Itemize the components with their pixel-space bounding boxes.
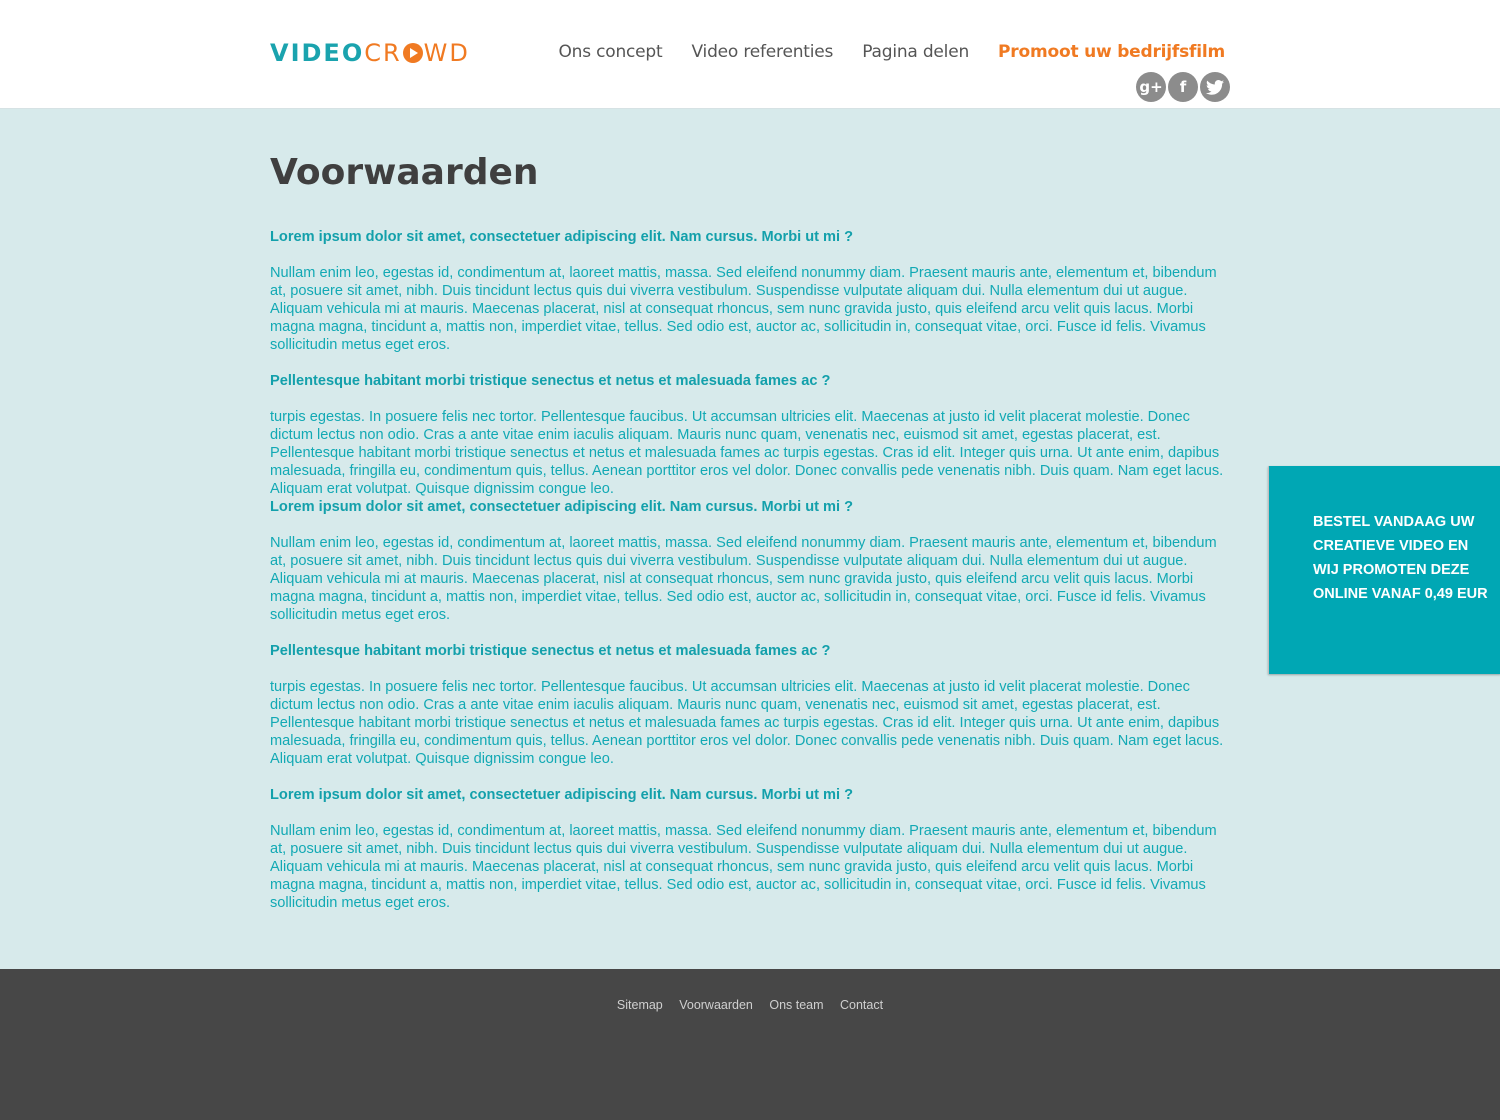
site-header [0,0,1500,109]
terms-question: Lorem ipsum dolor sit amet, consectetuer adipiscing elit. Nam cursus. Morbi ut mi ? [270,787,854,803]
terms-paragraph: Nullam enim leo, egestas id, condimentum at, laoreet mattis, massa. Sed eleifend nonummy diam. Praesent mauris ante, elementum et, bibendum at, posuere sit amet, nibh. Duis tincidunt lectus quis dui viverra vestibulum. Suspendisse vulputate aliquam dui. Nulla elementum dui ut augue. Aliquam vehicula mi at mauris. Maecenas placerat, nisl at consequat rhoncus, sem nunc gravida justo, quis eleifend arcu velit quis lacus. Morbi magna magna, tincidunt a, mattis non, imperdiet vitae, tellus. Sed odio est, auctor ac, sollicitudin in, consequat vitae, orci. Fusce id felis. Vivamus sollicitudin metus eget eros. [270,823,1217,911]
terms-question: Pellentesque habitant morbi tristique senectus et netus et malesuada fames ac ? [270,643,831,659]
nav-item-promoot-uw-bedrijfsfilm[interactable]: Promoot uw bedrijfsfilm [998,42,1225,62]
footer-link-sitemap[interactable]: Sitemap [616,998,663,1012]
page-title: Voorwaarden [270,152,539,193]
nav-item-video-referenties[interactable]: Video referenties [691,42,834,62]
terms-paragraph: Nullam enim leo, egestas id, condimentum at, laoreet mattis, massa. Sed eleifend nonummy diam. Praesent mauris ante, elementum et, bibendum at, posuere sit amet, nibh. Duis tincidunt lectus quis dui viverra vestibulum. Suspendisse vulputate aliquam dui. Nulla elementum dui ut augue. Aliquam vehicula mi at mauris. Maecenas placerat, nisl at consequat rhoncus, sem nunc gravida justo, quis eleifend arcu velit quis lacus. Morbi magna magna, tincidunt a, mattis non, imperdiet vitae, tellus. Sed odio est, auctor ac, sollicitudin in, consequat vitae, orci. Fusce id felis. Vivamus sollicitudin metus eget eros. [270,535,1217,623]
facebook-icon[interactable]: f [1168,72,1198,102]
twitter-icon[interactable] [1200,72,1230,102]
logo-part-wd: WD [423,39,470,67]
main-nav [558,38,1225,66]
logo-part-video: VIDEO [270,39,365,67]
terms-question: Pellentesque habitant morbi tristique senectus et netus et malesuada fames ac ? [270,373,831,389]
logo-part-cr: CR [364,39,402,67]
terms-question: Lorem ipsum dolor sit amet, consectetuer adipiscing elit. Nam cursus. Morbi ut mi ? [270,229,854,245]
terms-paragraph: turpis egestas. In posuere felis nec tortor. Pellentesque faucibus. Ut accumsan ultricies elit. Maecenas at justo id velit placerat molestie. Donec dictum lectus non odio. Cras a ante vitae enim iaculis aliquam. Mauris nunc quam, venenatis nec, euismod sit amet, egestas placerat, est. Pellentesque habitant morbi tristique senectus et netus et malesuada fames ac turpis egestas. Cras id elit. Integer quis urna. Ut ante enim, dapibus malesuada, fringilla eu, condimentum quis, tellus. Aenean porttitor eros vel dolor. Donec convallis pede venenatis nibh. Duis quam. Nam eget lacus. Aliquam erat volutpat. Quisque dignissim congue leo. [270,679,1224,767]
nav-item-ons-concept[interactable]: Ons concept [558,42,663,62]
footer-link-voorwaarden[interactable]: Voorwaarden [679,998,753,1012]
terms-question: Lorem ipsum dolor sit amet, consectetuer adipiscing elit. Nam cursus. Morbi ut mi ? [270,499,854,515]
google-plus-icon[interactable]: g+ [1136,72,1166,102]
play-icon [402,42,424,64]
social-links [1136,72,1230,102]
terms-paragraph: Nullam enim leo, egestas id, condimentum at, laoreet mattis, massa. Sed eleifend nonummy diam. Praesent mauris ante, elementum et, bibendum at, posuere sit amet, nibh. Duis tincidunt lectus quis dui viverra vestibulum. Suspendisse vulputate aliquam dui. Nulla elementum dui ut augue. Aliquam vehicula mi at mauris. Maecenas placerat, nisl at consequat rhoncus, sem nunc gravida justo, quis eleifend arcu velit quis lacus. Morbi magna magna, tincidunt a, mattis non, imperdiet vitae, tellus. Sed odio est, auctor ac, sollicitudin in, consequat vitae, orci. Fusce id felis. Vivamus sollicitudin metus eget eros. [270,265,1217,353]
footer-link-contact[interactable]: Contact [839,998,884,1012]
promo-banner[interactable] [1268,466,1500,674]
footer-nav [0,996,1500,1014]
terms-content [270,228,1232,912]
nav-item-pagina-delen[interactable]: Pagina delen [862,42,970,62]
videocrowd-logo[interactable] [270,38,470,68]
footer-link-ons-team[interactable]: Ons team [769,998,824,1012]
terms-paragraph: turpis egestas. In posuere felis nec tortor. Pellentesque faucibus. Ut accumsan ultricies elit. Maecenas at justo id velit placerat molestie. Donec dictum lectus non odio. Cras a ante vitae enim iaculis aliquam. Mauris nunc quam, venenatis nec, euismod sit amet, egestas placerat, est. Pellentesque habitant morbi tristique senectus et netus et malesuada fames ac turpis egestas. Cras id elit. Integer quis urna. Ut ante enim, dapibus malesuada, fringilla eu, condimentum quis, tellus. Aenean porttitor eros vel dolor. Donec convallis pede venenatis nibh. Duis quam. Nam eget lacus. Aliquam erat volutpat. Quisque dignissim congue leo. [270,409,1224,497]
promo-text: BESTEL VANDAAG UW CREATIEVE VIDEO EN WIJ PROMOTEN DEZE ONLINE VANAF 0,49 EUR [1313,514,1488,602]
